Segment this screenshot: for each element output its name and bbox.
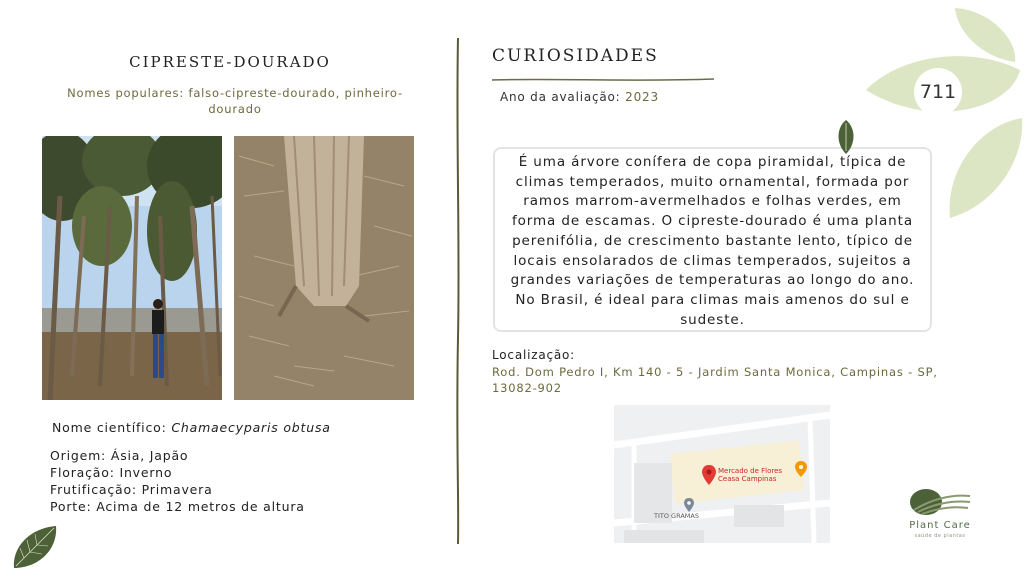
food-pin-icon (795, 461, 807, 481)
location-map[interactable] (614, 405, 830, 543)
location-label: Localização: (492, 348, 576, 362)
logo-tagline: saúde de plantas (914, 533, 966, 539)
map-pin-label (718, 467, 782, 483)
description-box: É uma árvore conífera de copa piramidal, típica de climas temperados, muito ornamental, formada por ramos marrom-avermelhados e folhas verdes, em forma de escamas. O cipreste-dourado é uma planta perenifólia, de crescimento bastante lento, típico de locais ensolarados de climas temperados, sujeitos a grandes variações de temperaturas ao longo do ano. No Brasil, é ideal para climas mais amenos do sul e sudeste. (493, 147, 932, 332)
curiosities-title: CURIOSIDADES (492, 46, 659, 66)
trunk-photo (234, 136, 414, 400)
eval-year: 2023 (625, 90, 659, 104)
scientific-name (52, 420, 331, 435)
logo-name: Plant Care (909, 520, 971, 531)
size-text: Porte: Acima de 12 metros de altura (50, 499, 305, 514)
map-pin-label-line1: Mercado de Flores (718, 467, 783, 475)
map-secondary-label: TITO GRAMAS (654, 512, 699, 520)
evaluation-year (500, 90, 659, 104)
scientific-label: Nome científico: (52, 420, 172, 435)
corner-leaf-icon (10, 522, 60, 572)
scientific-value: Chamaecyparis obtusa (171, 420, 331, 435)
popular-names: Nomes populares: falso-cipreste-dourado, pinheiro-dourado (67, 86, 403, 116)
flowering-text: Floração: Inverno (50, 465, 173, 480)
vertical-divider (455, 38, 461, 544)
location-value: Rod. Dom Pedro I, Km 140 - 5 - Jardim Santa Monica, Campinas - SP, 13082-902 (492, 365, 938, 395)
fruiting-text: Frutificação: Primavera (50, 482, 213, 497)
map-pin-icon[interactable] (702, 465, 716, 489)
badge-number: 711 (914, 68, 962, 116)
origin-text: Origem: Ásia, Japão (50, 448, 189, 463)
tree-photo (42, 136, 222, 400)
eval-label: Ano da avaliação: (500, 90, 626, 104)
plant-facts (50, 447, 305, 515)
plant-title: CIPRESTE-DOURADO (129, 53, 331, 71)
title-underline (492, 68, 714, 74)
map-pin-label-line2: Ceasa Campinas (718, 475, 777, 483)
small-leaf-icon (836, 120, 856, 154)
